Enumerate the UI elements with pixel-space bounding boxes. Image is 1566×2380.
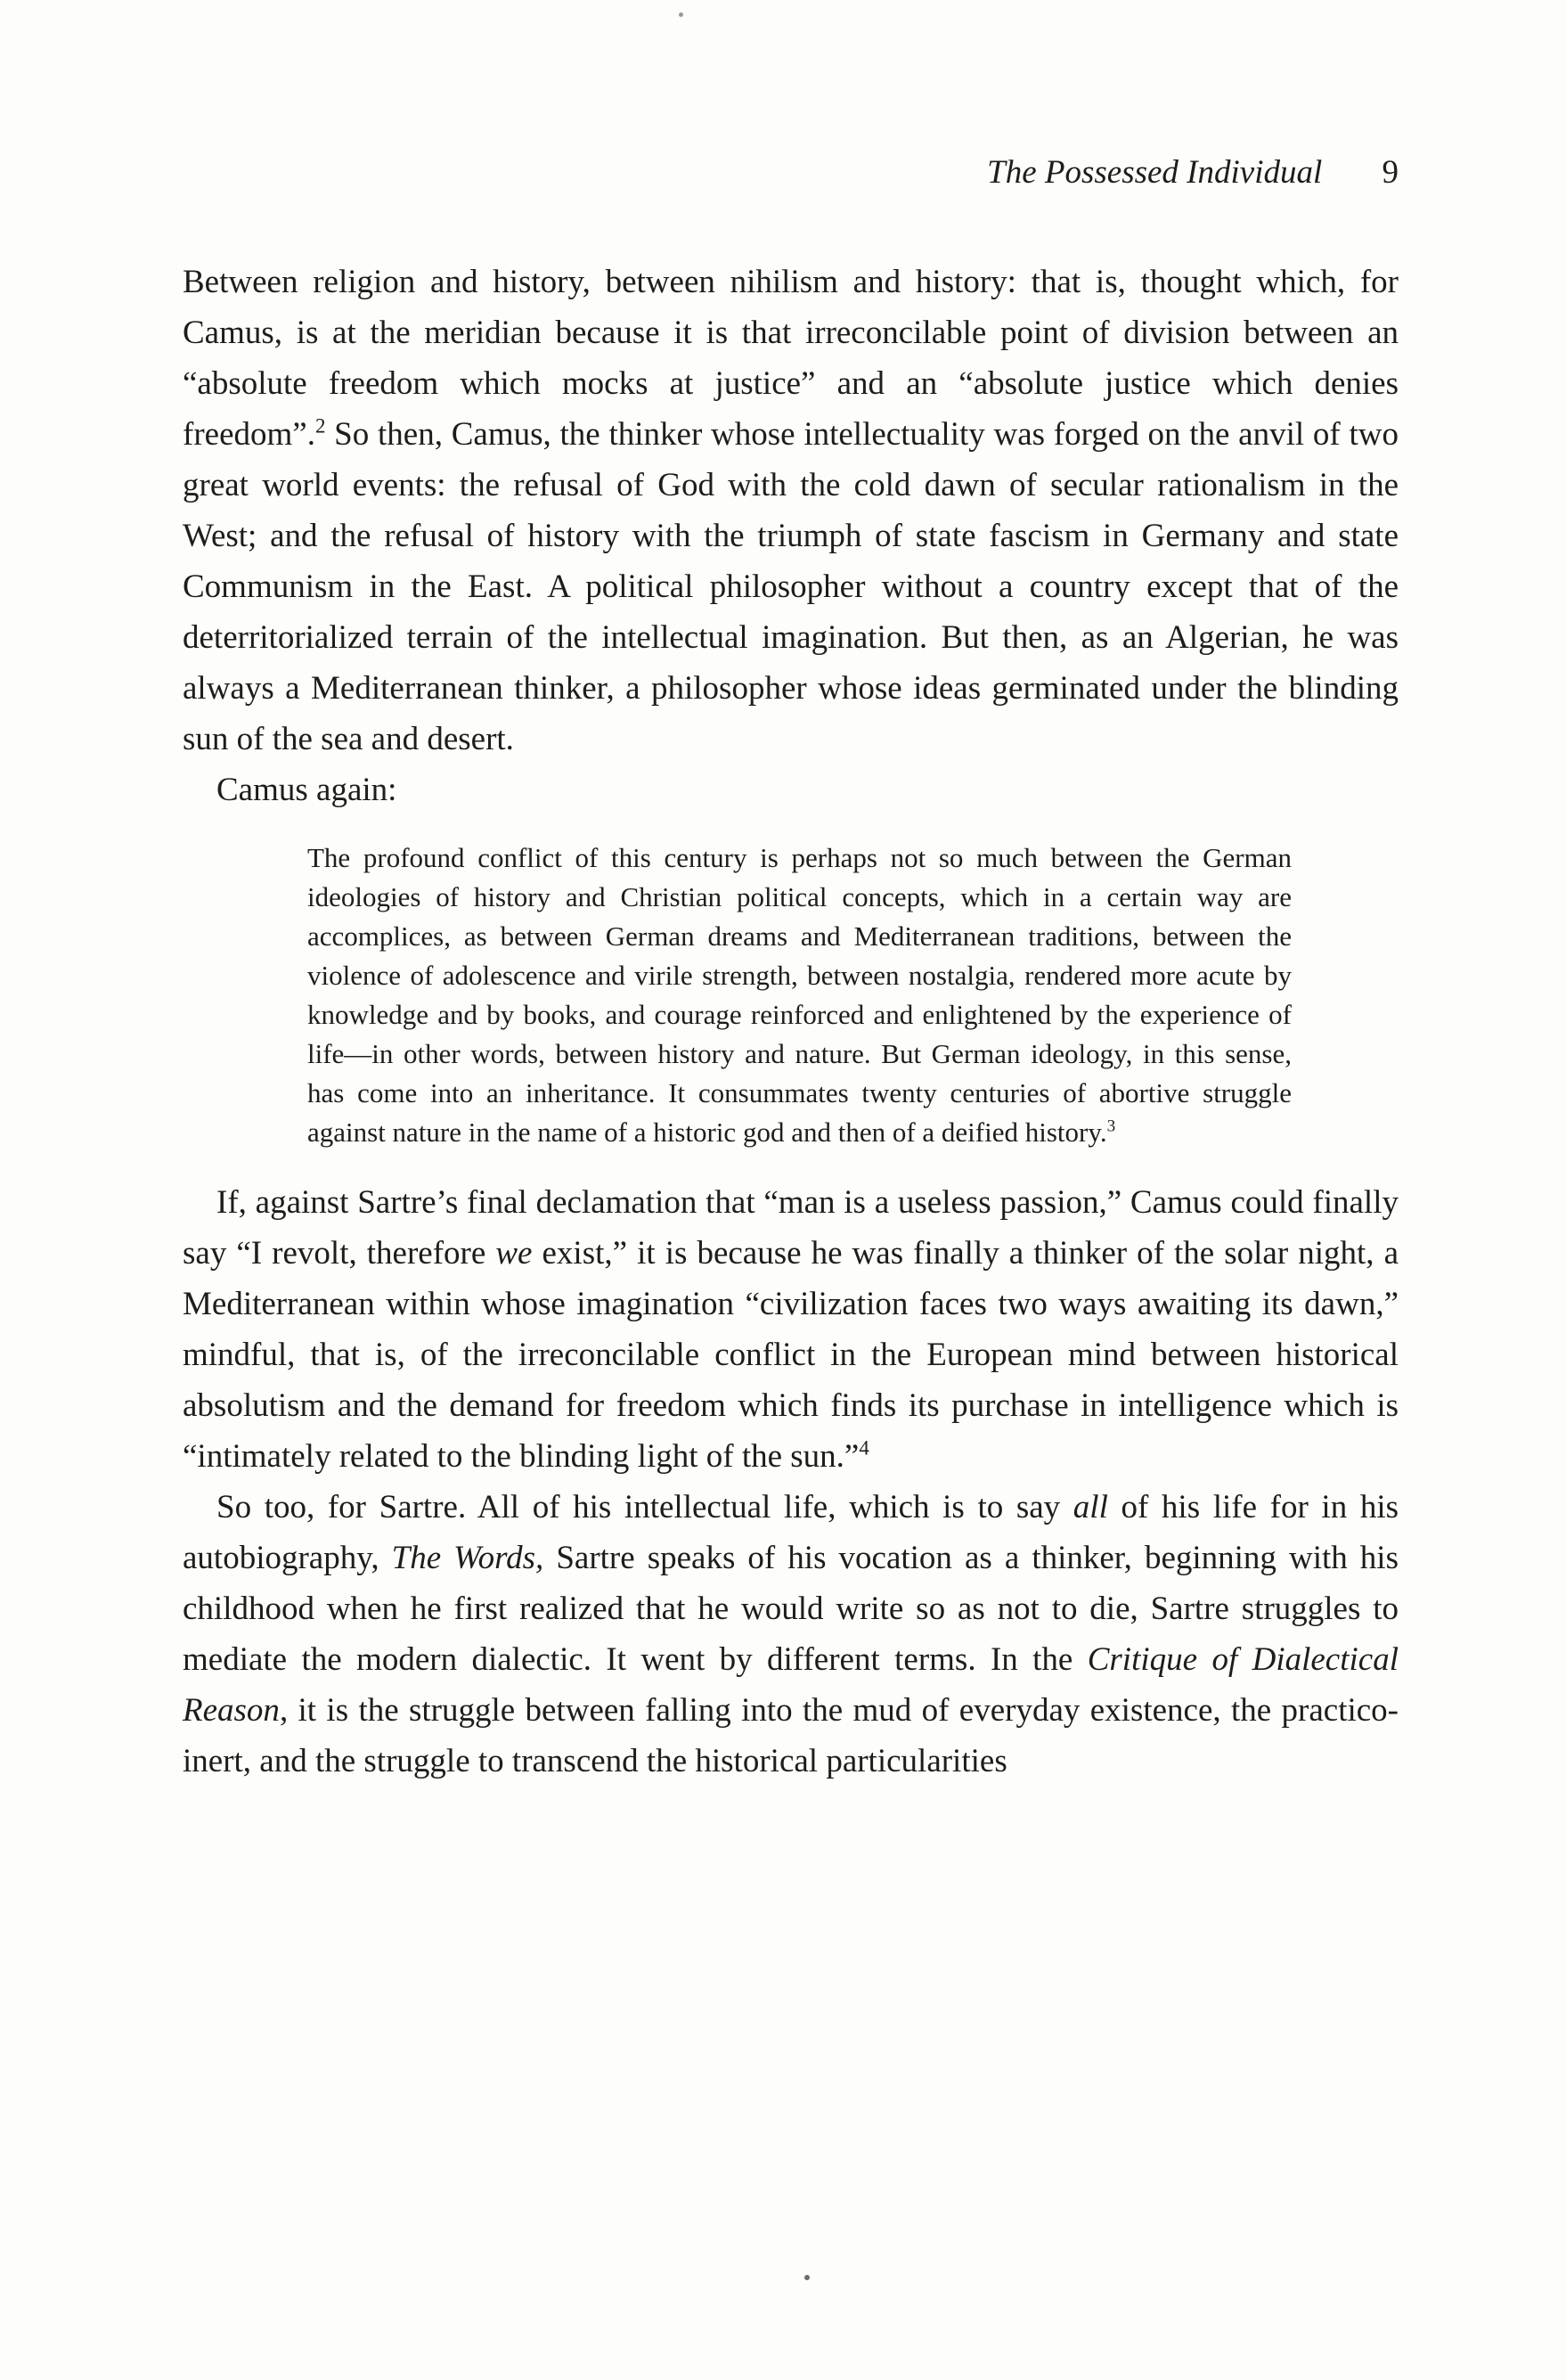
paragraph — [183, 765, 1399, 815]
text-run: Critique of Dialectical Reason — [183, 1641, 1399, 1729]
text-run: So too, for Sartre. All of his intellectual life, which is to say — [216, 1489, 1073, 1525]
running-head — [183, 153, 1399, 192]
text-run: The Words, — [391, 1540, 544, 1576]
text-run: Between religion and history, between nihilism and history: that is, thought which, for Camus, is at the meridian because it is that irreconcilable point of division between an “absolute freedom which mocks at justice” and an “absolute justice which denies freedom”. — [183, 264, 1399, 453]
block-quote — [307, 838, 1292, 1152]
page-number: 9 — [1382, 154, 1399, 191]
text-run: all — [1073, 1489, 1108, 1525]
paragraph — [183, 257, 1399, 765]
text-run: Sartre speaks of his vocation as a thinker, beginning with his childhood when he first realized that he would write so as not to die, Sartre struggles to mediate the modern dialectic. It went by different terms. In the — [183, 1540, 1399, 1678]
scan-artifact-dot — [804, 2275, 810, 2280]
scan-artifact-dot — [679, 12, 683, 17]
text-run: of his life for in his autobiography, — [183, 1489, 1399, 1576]
text-block — [183, 257, 1399, 1787]
text-run: , it is the struggle between falling into the mud of everyday existence, the practico-inert, and the struggle to transcend the historical particularities — [183, 1692, 1399, 1779]
footnote-reference: 3 — [1106, 1116, 1116, 1136]
text-run: exist,” it is because he was finally a thinker of the solar night, a Mediterranean within whose imagination “civilization faces two ways awaiting its dawn,” mindful, that is, of the irreconcilable conflict in the European mind between historical absolutism and the demand for freedom which finds its purchase in intelligence which is “intimately related to the blinding light of the sun.” — [183, 1235, 1399, 1475]
text-run: So then, Camus, the thinker whose intellectuality was forged on the anvil of two great world events: the refusal of God with the cold dawn of secular rationalism in the West; and the refusal of history with the triumph of state fascism in Germany and state Communism in the East. A political philosopher without a country except that of the deterritorialized terrain of the intellectual imagination. But then, as an Algerian, he was always a Mediterranean thinker, a philosopher whose ideas germinated under the blinding sun of the sea and desert. — [183, 416, 1399, 757]
text-run: Camus again: — [216, 772, 397, 808]
text-run: If, against Sartre’s final declamation that “man is a useless passion,” Camus could finally say “I revolt, therefore — [183, 1184, 1399, 1272]
text-run: The profound conflict of this century is perhaps not so much between the German ideologies of history and Christian political concepts, which in a certain way are accomplices, as between German dreams and Mediterranean traditions, between the violence of adolescence and virile strength, between nostalgia, rendered more acute by knowledge and by books, and courage reinforced and enlightened by the experience of life—in other words, between history and nature. But German ideology, in this sense, has come into an inheritance. It consummates twenty centuries of abortive struggle against nature in the name of a historic god and then of a deified history. — [307, 842, 1292, 1148]
running-title: The Possessed Individual — [987, 154, 1323, 191]
paragraph — [183, 1482, 1399, 1787]
paragraph — [183, 1177, 1399, 1482]
text-run: we — [495, 1235, 533, 1272]
footnote-reference: 2 — [314, 414, 326, 438]
footnote-reference: 4 — [859, 1436, 869, 1460]
